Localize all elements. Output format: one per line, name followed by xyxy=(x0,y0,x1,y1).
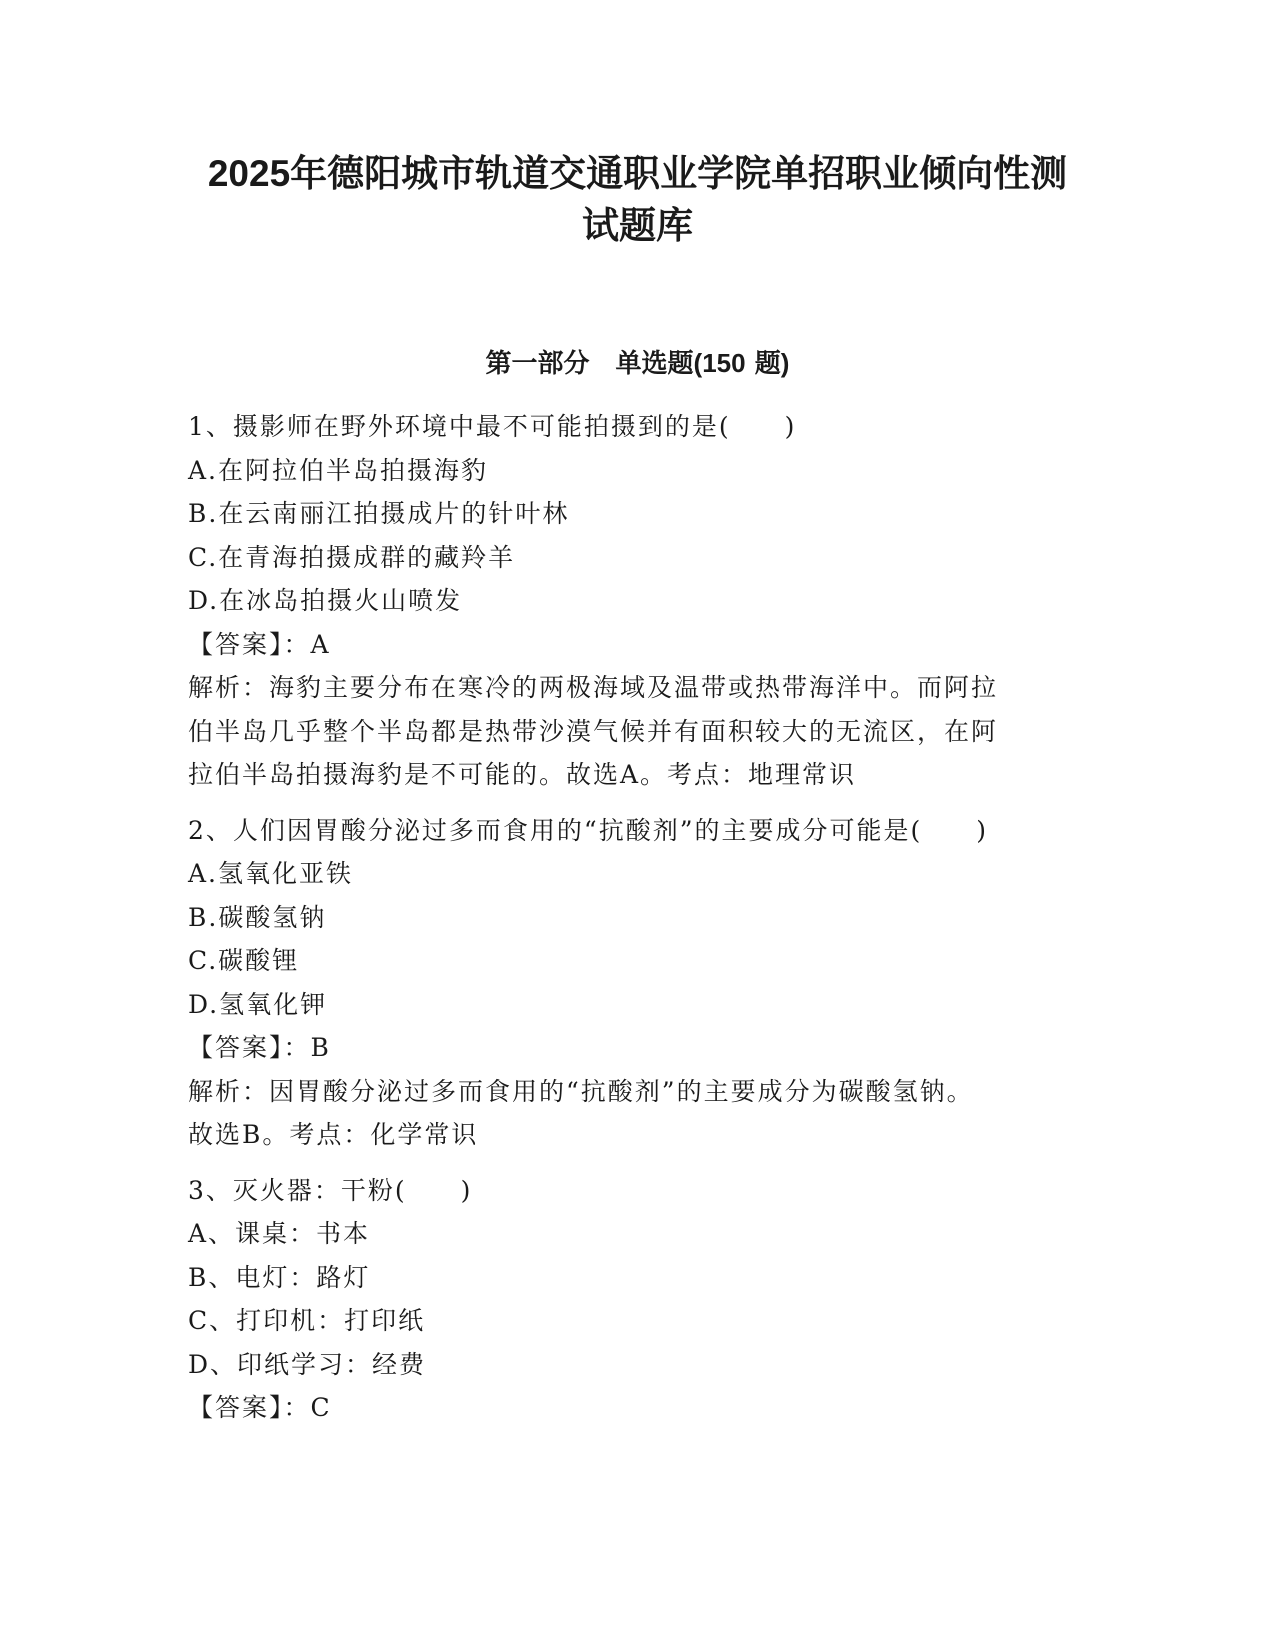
analysis-line: 伯半岛几乎整个半岛都是热带沙漠气候并有面积较大的无流区，在阿 xyxy=(188,716,999,746)
document-title-line-2: 试题库 xyxy=(582,205,693,246)
question-list xyxy=(188,405,1078,1442)
question-stem: 2、人们因胃酸分泌过多而食用的“抗酸剂”的主要成分可能是( ) xyxy=(188,815,988,845)
question-3 xyxy=(188,1169,1078,1430)
answer: 【答案】：B xyxy=(188,1033,331,1062)
analysis-line: 拉伯半岛拍摄海豹是不可能的。故选A。考点：地理常识 xyxy=(188,760,857,789)
answer: 【答案】：C xyxy=(188,1393,332,1422)
option-b: B.在云南丽江拍摄成片的针叶林 xyxy=(188,499,570,528)
option-a: A、课桌：书本 xyxy=(188,1219,371,1248)
option-a: A.氢氧化亚铁 xyxy=(188,859,354,888)
option-c: C.在青海拍摄成群的藏羚羊 xyxy=(188,542,516,572)
analysis-line: 故选B。考点：化学常识 xyxy=(188,1120,479,1149)
question-1 xyxy=(188,405,1078,797)
option-b: B、电灯：路灯 xyxy=(188,1262,371,1292)
option-c: C.碳酸锂 xyxy=(188,946,300,975)
question-2 xyxy=(188,809,1078,1157)
option-c: C、打印机：打印纸 xyxy=(188,1306,426,1335)
analysis-line: 解析：海豹主要分布在寒冷的两极海域及温带或热带海洋中。而阿拉 xyxy=(188,673,999,702)
section-title: 第一部分 单选题(150 题) xyxy=(485,348,790,378)
question-stem: 1、摄影师在野外环境中最不可能拍摄到的是( ) xyxy=(188,412,797,441)
option-d: D、印纸学习：经费 xyxy=(188,1349,427,1379)
analysis-line: 解析：因胃酸分泌过多而食用的“抗酸剂”的主要成分为碳酸氢钠。 xyxy=(188,1076,974,1106)
question-stem: 3、灭火器：干粉( ) xyxy=(188,1175,473,1205)
option-d: D.在冰岛拍摄火山喷发 xyxy=(188,586,463,615)
answer: 【答案】：A xyxy=(188,629,331,659)
document-title-line-1: 2025年德阳城市轨道交通职业学院单招职业倾向性测 xyxy=(207,153,1068,194)
document-title xyxy=(150,148,1125,252)
option-d: D.氢氧化钾 xyxy=(188,989,328,1019)
option-a: A.在阿拉伯半岛拍摄海豹 xyxy=(188,455,489,485)
option-b: B.碳酸氢钠 xyxy=(188,902,327,932)
